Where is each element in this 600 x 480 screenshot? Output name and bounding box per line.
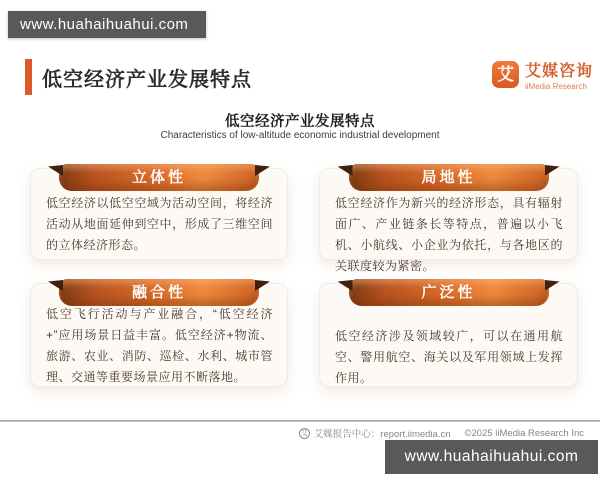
report-center-url: 艾媒报告中心：report.iimedia.cn (313, 429, 451, 440)
card-body-text: 低空经济作为新兴的经济形态，具有辐射面广、产业链条长等特点，普遍以小飞机、小航线、小企业为依托，与各地区的关联度较为紧密。 (335, 196, 563, 273)
title-accent-bar (25, 59, 32, 95)
iimedia-logo-icon: 艾 (492, 61, 519, 88)
card-ribbon: 局地性 (349, 164, 549, 191)
card-body-text: 低空经济涉及领域较广，可以在通用航空、警用航空、海关以及军用领域上发挥作用。 (335, 329, 563, 385)
footer (299, 426, 584, 440)
footer-divider (0, 420, 600, 422)
card-body-text: 低空飞行活动与产业融合，“低空经济+”应用场景日益丰富。低空经济+物流、旅游、农业、消防、巡检、水利、城市管理、交通等重要场景应用不断落地。 (46, 307, 273, 384)
copyright-text: ©2025 iiMedia Research Inc (464, 427, 584, 439)
card-body-text: 低空经济以低空空域为活动空间，将经济活动从地面延伸到空中，形成了三维空间的立体经济形态。 (46, 196, 273, 252)
card-ribbon: 立体性 (59, 164, 259, 191)
logo-name-cn: 艾媒咨询 (525, 63, 594, 80)
feature-card-broad (319, 283, 578, 387)
iimedia-footer-icon: 艾 (300, 429, 308, 437)
section-title-cn: 低空经济产业发展特点 (225, 114, 375, 130)
watermark-top: www.huahaihuahui.com (8, 11, 206, 38)
iimedia-logo-text (525, 58, 593, 91)
watermark-bottom: www.huahaihuahui.com (385, 440, 598, 474)
feature-card-stereoscopic (30, 168, 288, 260)
logo-name-en: iiMedia Research (525, 82, 587, 91)
feature-card-integration (30, 283, 288, 387)
section-title-en: Characteristics of low-altitude economic industrial development (160, 130, 440, 141)
page-title: 低空经济产业发展特点 (42, 69, 252, 91)
iimedia-logo (492, 58, 593, 91)
card-ribbon: 广泛性 (349, 279, 549, 306)
card-ribbon: 融合性 (59, 279, 259, 306)
feature-card-local (319, 168, 578, 273)
